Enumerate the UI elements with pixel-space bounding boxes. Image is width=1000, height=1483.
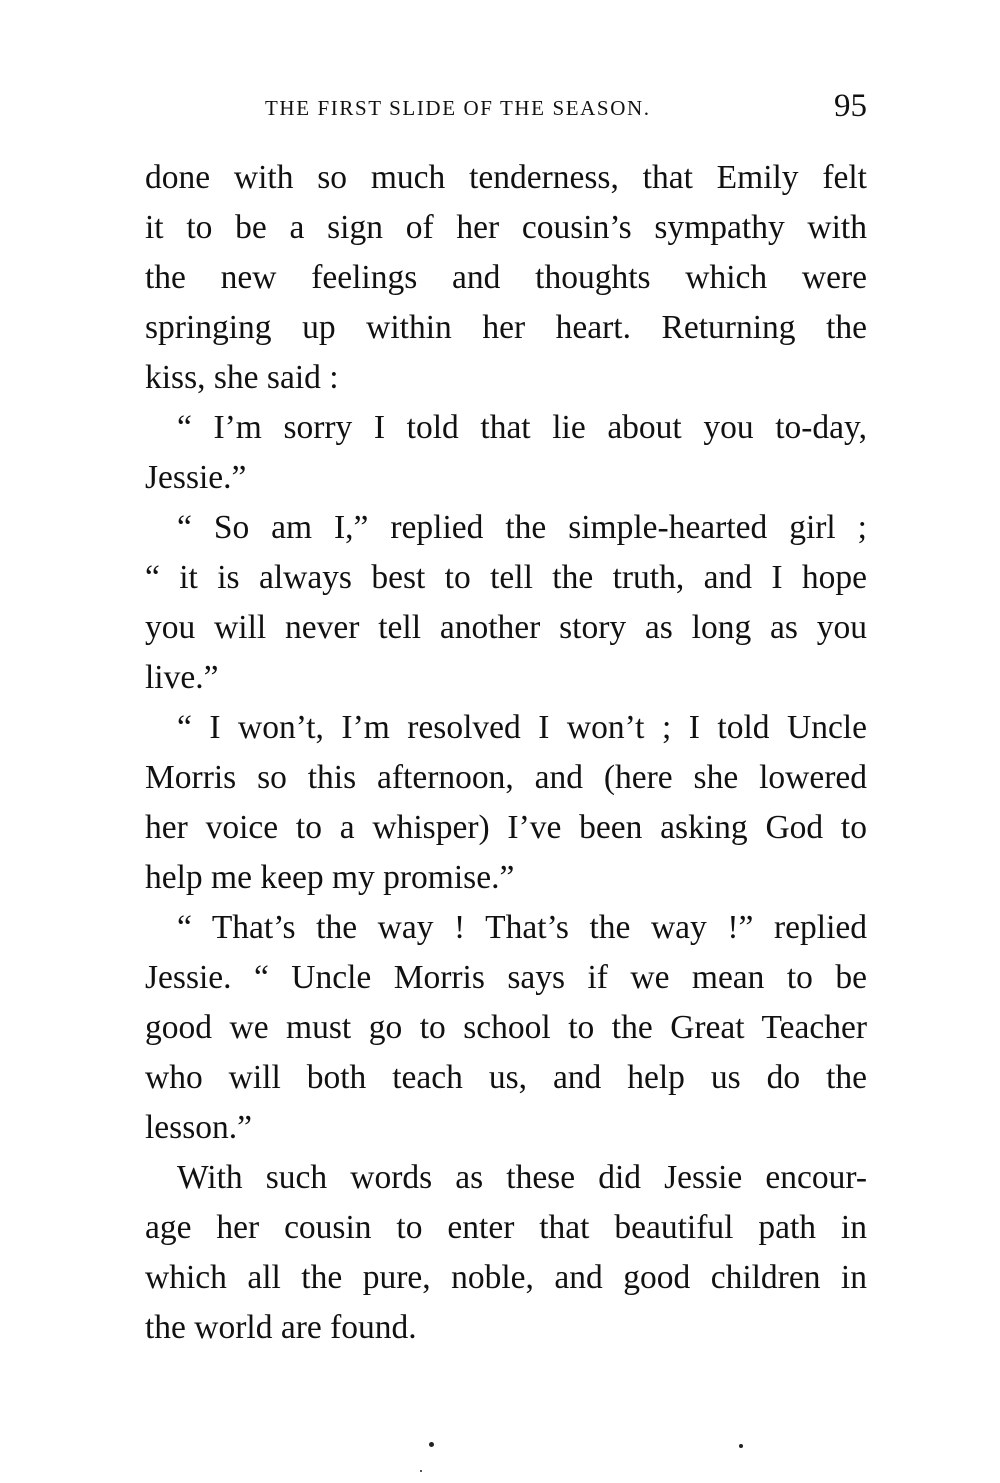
text-line: live.” (145, 659, 219, 696)
text-line: her voice to a whisper) I’ve been asking God to (145, 809, 867, 846)
print-speck (429, 1442, 434, 1447)
page-number: 95 (834, 88, 867, 124)
text-line: “ So am I,” replied the simple-hearted girl ; (177, 509, 867, 546)
text-line: it to be a sign of her cousin’s sympathy with (145, 209, 867, 246)
running-head (145, 88, 867, 132)
text-line: “ I’m sorry I told that lie about you to-day, (177, 409, 867, 446)
running-title: THE FIRST SLIDE OF THE SEASON. (265, 96, 651, 120)
print-speck (420, 1470, 422, 1472)
text-line: springing up within her heart. Returning the (145, 309, 867, 346)
text-line: Morris so this afternoon, and (here she lowered (145, 759, 867, 796)
text-line: “ That’s the way ! That’s the way !” replied (177, 909, 867, 946)
text-line: the world are found. (145, 1309, 417, 1346)
text-line: you will never tell another story as long as you (145, 609, 867, 646)
text-line: which all the pure, noble, and good children in (145, 1259, 867, 1296)
text-line: kiss, she said : (145, 359, 339, 396)
text-line: “ it is always best to tell the truth, and I hope (145, 559, 867, 596)
print-speck (739, 1444, 743, 1448)
body-text (145, 153, 867, 1353)
text-line: who will both teach us, and help us do the (145, 1059, 867, 1096)
text-line: done with so much tenderness, that Emily felt (145, 159, 867, 196)
text-line: Jessie. “ Uncle Morris says if we mean to be (145, 959, 867, 996)
text-line: lesson.” (145, 1109, 252, 1146)
text-line: age her cousin to enter that beautiful path in (145, 1209, 867, 1246)
text-line: With such words as these did Jessie encour- (177, 1159, 867, 1196)
text-line: good we must go to school to the Great Teacher (145, 1009, 867, 1046)
text-line: Jessie.” (145, 459, 247, 496)
text-line: “ I won’t, I’m resolved I won’t ; I told Uncle (177, 709, 867, 746)
text-line: the new feelings and thoughts which were (145, 259, 867, 296)
text-line: help me keep my promise.” (145, 859, 515, 896)
